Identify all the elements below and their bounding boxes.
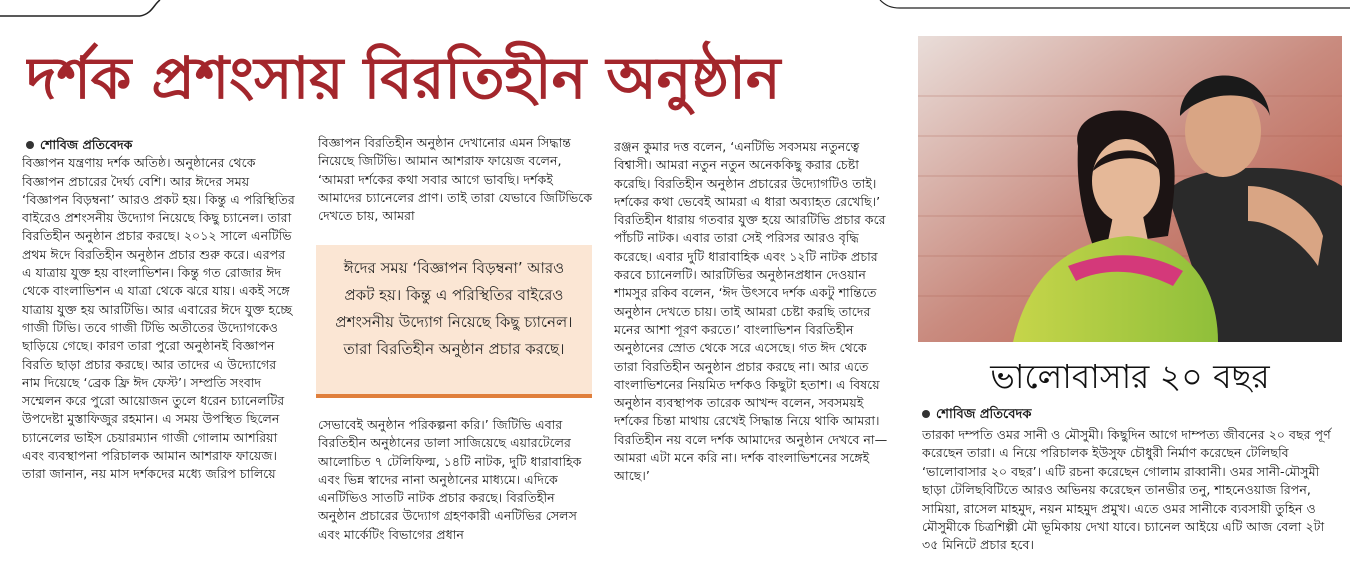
article-column-2-bottom [318, 416, 594, 579]
article-column-1-text: বিজ্ঞাপন যন্ত্রণায় দর্শক অতিষ্ঠ। অনুষ্ঠানের থেকে বিজ্ঞাপন প্রচারের দৈর্ঘ্য বেশি। আর ঈদের সময় ‘বিজ্ঞাপন বিড়ম্বনা’ আরও প্রকট হয়। কিন্তু এ পরিস্থিতির বাইরেও প্রশংসনীয় উদ্যোগ নিয়েছে কিছু চ্যানেল। তারা বিরতিহীন অনুষ্ঠান প্রচার করছে। ২০১২ সালে এনটিভি প্রথম ঈদে বিরতিহীন অনুষ্ঠান প্রচার শুরু করে। এরপর এ যাত্রায় যুক্ত হয় বাংলাভিশন। কিন্তু গত রোজার ঈদ থেকে বাংলাভিশন এ যাত্রা থেকে ঝরে যায়। একই সঙ্গে যাত্রায় যুক্ত হয় আরটিভি। আর এবারের ঈদে যুক্ত হচ্ছে গাজী টিভি। তবে গাজী টিভি অতীতের উদ্যোগকেও ছাড়িয়ে গেছে। কারণ তারা পুরো অনুষ্ঠানই বিজ্ঞাপন বিরতি ছাড়া প্রচার করছে। আর তাদের এ উদ্যোগের নাম দিয়েছে ‘ব্রেক ফ্রি ঈদ ফেস্ট’। সম্প্রতি সংবাদ সম্মেলন করে পুরো আয়োজন তুলে ধরেন চ্যানেলটির উপদেষ্টা মুস্তাফিজুর রহমান। এ সময় উপস্থিত ছিলেন চ্যানেলের ভাইস চেয়ারম্যান গাজী গোলাম আশরিয়া এবং ব্যবস্থাপনা পরিচালক আমান আশরাফ ফায়েজ। তারা জানান, নয় মাস দর্শকদের মধ্যে জরিপ চালিয়ে [22, 155, 295, 482]
article-column-2-bottom-text: সেভাবেই অনুষ্ঠান পরিকল্পনা করি।’ জিটিভি এবার বিরতিহীন অনুষ্ঠানের ডালা সাজিয়েছে এয়ারটেলের আলোচিত ৭ টেলিফিল্ম, ১৪টি নাটক, দুটি ধারাবাহিক এবং ভিন্ন স্বাদের নানা অনুষ্ঠানের মাধ্যমে। এদিকে এনটিভিও সাতটি নাটক প্রচার করছে। বিরতিহীন অনুষ্ঠান প্রচারের উদ্যোগ গ্রহণকারী এনটিভির সেলস এবং মার্কেটিং বিভাগের প্রধান [318, 417, 582, 542]
article-column-2-top [318, 134, 594, 241]
pull-quote-text: ঈদের সময় ‘বিজ্ঞাপন বিড়ম্বনা’ আরও প্রকট হয়। কিন্তু এ পরিস্থিতির বাইরেও প্রশংসনীয় উদ্যোগ নিয়েছে কিছু চ্যানেল। তারা বিরতিহীন অনুষ্ঠান প্রচার করছে। [335, 259, 573, 358]
sidebar-body [922, 426, 1342, 576]
article-column-3 [614, 138, 894, 579]
sidebar-body-text: তারকা দম্পতি ওমর সানী ও মৌসুমী। কিছুদিন আগে দাম্পত্য জীবনের ২০ বছর পূর্ণ করেছেন তারা। এ নিয়ে পরিচালক ইউসুফ চৌধুরী নির্মাণ করেছেন টেলিছবি ‘ভালোবাসার ২০ বছর’। এটি রচনা করেছেন গোলাম রাব্বানী। ওমর সানী-মৌসুমী ছাড়া টেলিছবিটিতে আরও অভিনয় করেছেন তানভীর তনু, শাহনেওয়াজ রিপন, সামিয়া, রাসেল মাহমুদ, নয়ন মাহমুদ প্রমুখ। এতে ওমর সানীকে ব্যবসায়ী তুহিন ও মৌসুমীকে চিত্রশিল্পী মৌ ভূমিকায় দেখা যাবে। চ্যানেল আইয়ে এটি আজ বেলা ২টা ৩৫ মিনিটে প্রচার হবে। [922, 427, 1331, 553]
pull-quote-box [316, 245, 592, 398]
bullet-icon [922, 410, 930, 418]
couple-photo [918, 36, 1342, 342]
article-headline: দর্শক প্রশংসায় বিরতিহীন অনুষ্ঠান [26, 44, 781, 112]
article-column-1 [22, 136, 298, 579]
bullet-icon [26, 141, 34, 149]
page-top-rule [0, 0, 1350, 20]
article-column-3-text: রঞ্জন কুমার দত্ত বলেন, ‘এনটিভি সবসময় নতুনত্বে বিশ্বাসী। আমরা নতুন নতুন অনেককিছু করার চেষ্টা করেছি। বিরতিহীন অনুষ্ঠান প্রচারের উদ্যোগটিও তাই। দর্শকের কথা ভেবেই আমরা এ ধারা অব্যাহত রেখেছি।’ বিরতিহীন ধারায় গতবার যুক্ত হয়ে আরটিভি প্রচার করে পাঁচটি নাটক। এবার তারা সেই পরিসর আরও বৃদ্ধি করেছে। এবার দুটি ধারাবাহিক এবং ১২টি নাটক প্রচার করবে চ্যানেলটি। আরটিভির অনুষ্ঠানপ্রধান দেওয়ান শামসুর রকিব বলেন, ‘ঈদ উৎসবে দর্শক একটু শান্তিতে অনুষ্ঠান দেখতে চায়। তাই আমরা চেষ্টা করছি তাদের মনের আশা পূরণ করতে।’ বাংলাভিশন বিরতিহীন অনুষ্ঠানের স্রোত থেকে সরে এসেছে। গত ঈদ থেকে তারা বিরতিহীন অনুষ্ঠান প্রচার করছে না। আর এতে বাংলাভিশনের নিয়মিত দর্শকও কিছুটা হতাশ। এ বিষয়ে অনুষ্ঠান ব্যবস্থাপক তারেক আখন্দ বলেন, সবসময়ই দর্শকের চিন্তা মাথায় রেখেই সিদ্ধান্ত নিয়ে থাকি আমরা। বিরতিহীন নয় বলে দর্শক আমাদের অনুষ্ঠান দেখবে না— আমরা এটা মনে করি না। দর্শক বাংলাভিশনের সঙ্গেই আছে।’ [614, 139, 888, 484]
sidebar-title: ভালোবাসার ২০ বছর [990, 357, 1270, 396]
couple-photo-illustration [918, 36, 1342, 342]
article-byline: শোবিজ প্রতিবেদক [22, 136, 298, 154]
article-column-2-top-text: বিজ্ঞাপন বিরতিহীন অনুষ্ঠান দেখানোর এমন সিদ্ধান্ত নিয়েছে জিটিভি। আমান আশরাফ ফায়েজ বলেন, ‘আমরা দর্শকের কথা সবার আগে ভাবছি। দর্শকই আমাদের চ্যানেলের প্রাণ। তাই তারা যেভাবে জিটিভিকে দেখতে চায়, আমরা [318, 135, 593, 224]
sidebar-byline: শোবিজ প্রতিবেদক [922, 406, 1342, 424]
